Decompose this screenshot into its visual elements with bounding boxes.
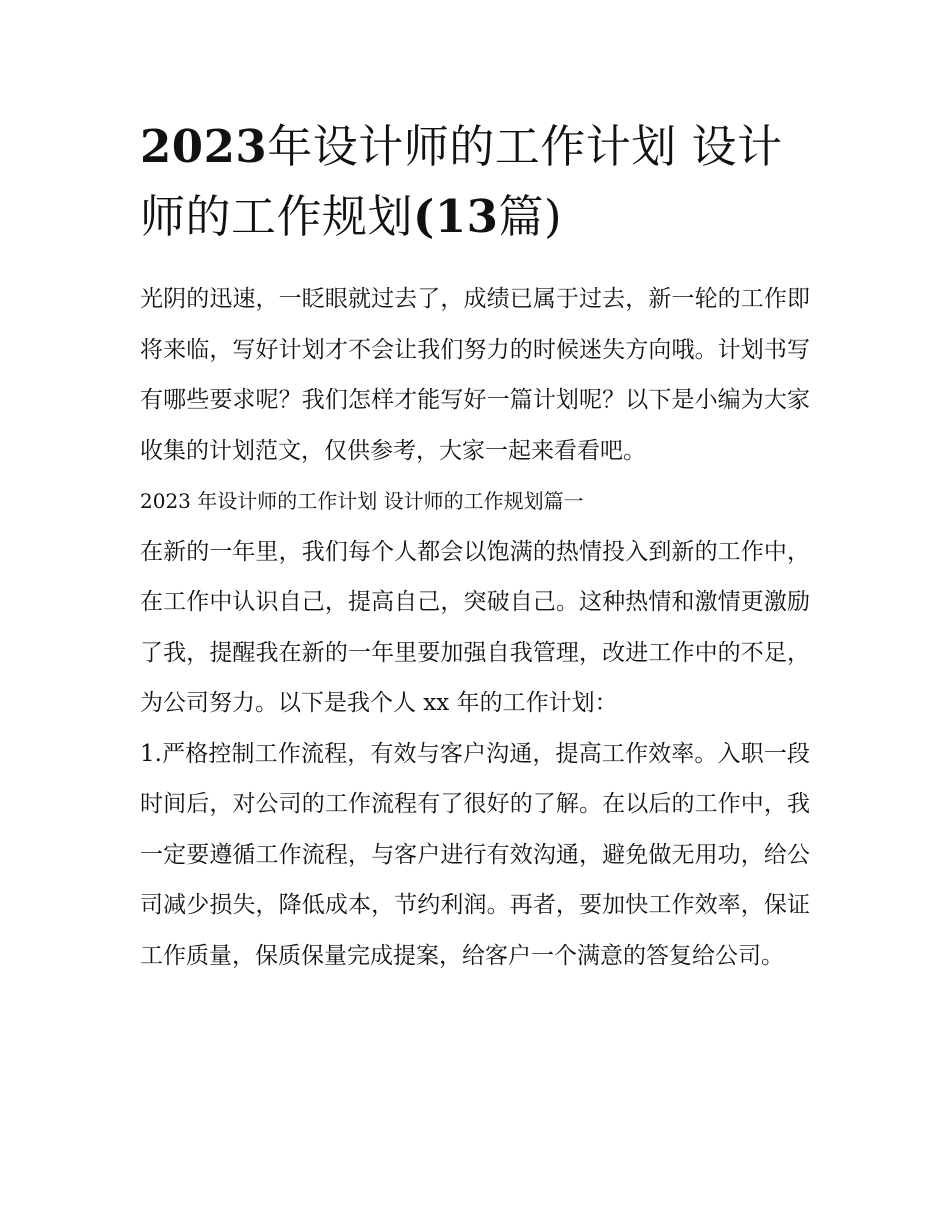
document-title: [140, 112, 810, 252]
title-year: 2023: [140, 120, 268, 173]
intro-paragraph: 光阴的迅速，一眨眼就过去了，成绩已属于过去，新一轮的工作即将来临，写好计划才不会让我们努力的时候迷失方向哦。计划书写有哪些要求呢？我们怎样才能写好一篇计划呢？以下是小编为大家收集的计划范文，仅供参考，大家一起来看看吧。: [140, 286, 810, 464]
title-paren-open: (: [413, 190, 435, 243]
body-paragraph-2: 1.严格控制工作流程，有效与客户沟通，提高工作效率。入职一段时间后，对公司的工作流程有了很好的了解。在以后的工作中，我一定要遵循工作流程，与客户进行有效沟通，避免做无用功，给公司减少损失，降低成本，节约利润。再者，要加快工作效率，保证工作质量，保质保量完成提案，给客户一个满意的答复给公司。: [140, 740, 810, 969]
title-text: 年设计师的工作计划 设计师的工作规划: [140, 120, 783, 243]
body-paragraph-1: 在新的一年里，我们每个人都会以饱满的热情投入到新的工作中，在工作中认识自己，提高自己，突破自己。这种热情和激情更激励了我，提醒我在新的一年里要加强自我管理，改进工作中的不足，为公司努力。以下是我个人 xx 年的工作计划：: [140, 538, 810, 716]
section-heading: 2023 年设计师的工作计划 设计师的工作规划篇一: [140, 489, 584, 513]
document-body: [140, 112, 810, 981]
title-count: 13: [434, 190, 499, 243]
title-tail: 篇): [498, 190, 562, 243]
